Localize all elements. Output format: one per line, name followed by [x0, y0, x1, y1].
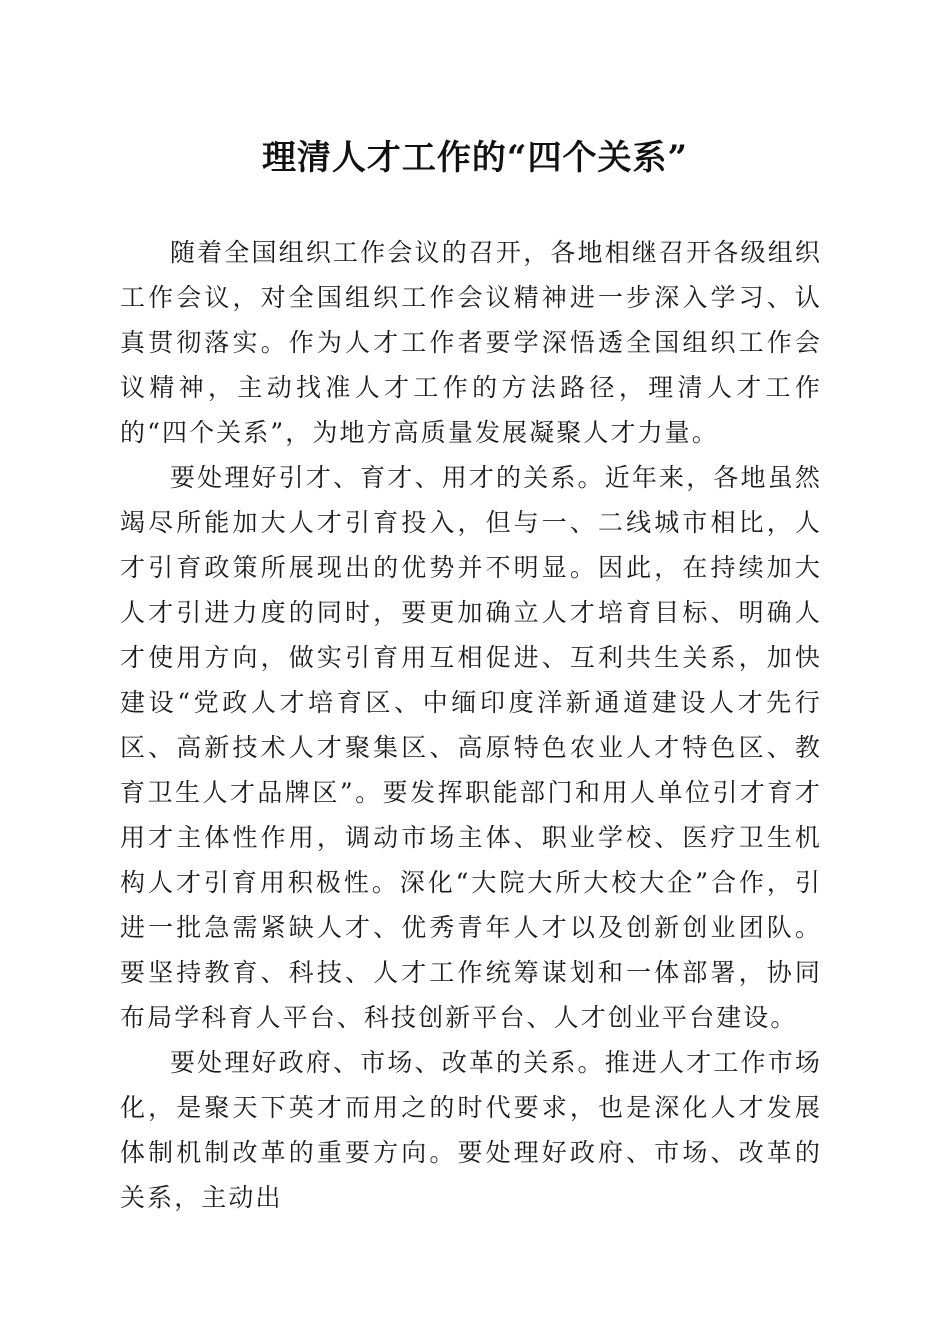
paragraph-talent-cultivation: 要处理好引才、育才、用才的关系。近年来，各地虽然竭尽所能加大人才引育投入，但与一、二线城市相比，人才引育政策所展现出的优势并不明显。因此，在持续加大人才引进力度的同时，要更加确立人才培育目标、明确人才使用方向，做实引育用互相促进、互利共生关系，加快建设“党政人才培育区、中缅印度洋新通道建设人才先行区、高新技术人才聚集区、高原特色农业人才特色区、教育卫生人才品牌区”。要发挥职能部门和用人单位引才育才用才主体性作用，调动市场主体、职业学校、医疗卫生机构人才引育用积极性。深化“大院大所大校大企”合作，引进一批急需紧缺人才、优秀青年人才以及创新创业团队。要坚持教育、科技、人才工作统筹谋划和一体部署，协同布局学科育人平台、科技创新平台、人才创业平台建设。: [120, 463, 822, 1032]
document-body: [120, 230, 822, 1220]
paragraph-government-market: 要处理好政府、市场、改革的关系。推进人才工作市场化，是聚天下英才而用之的时代要求，也是深化人才发展体制机制改革的重要方向。要处理好政府、市场、改革的关系，主动出: [120, 1048, 822, 1212]
paragraph-intro: 随着全国组织工作会议的召开，各地相继召开各级组织工作会议，对全国组织工作会议精神进一步深入学习、认真贯彻落实。作为人才工作者要学深悟透全国组织工作会议精神，主动找准人才工作的方法路径，理清人才工作的“四个关系”，为地方高质量发展凝聚人才力量。: [120, 238, 822, 447]
document-title: 理清人才工作的“四个关系”: [261, 138, 689, 178]
